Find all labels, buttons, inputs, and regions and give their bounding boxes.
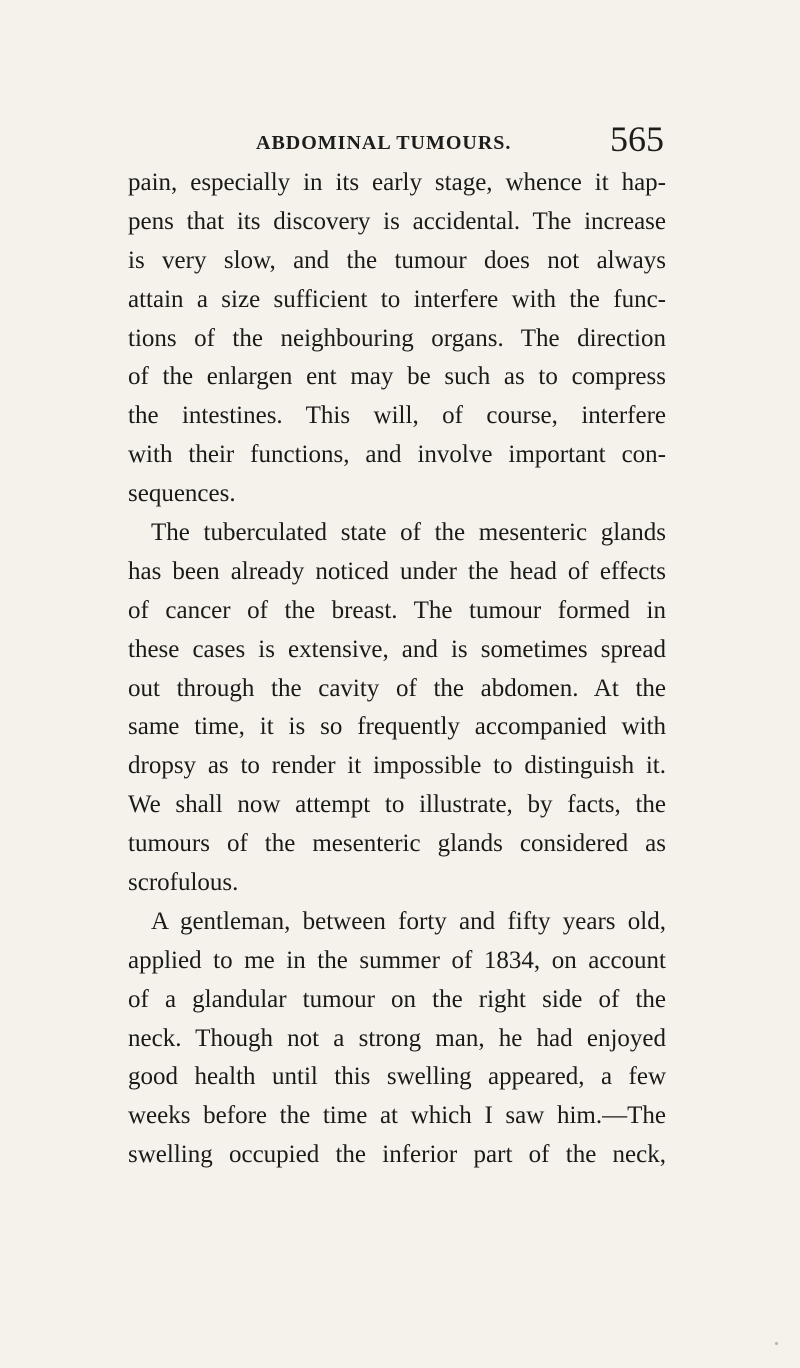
text-line: of cancer of the breast. The tumour formed in (128, 596, 666, 624)
text-line: tumours of the mesenteric glands considered as (128, 830, 666, 858)
text-line: pens that its discovery is accidental. The increase (128, 207, 666, 235)
text-line: swelling occupied the inferior part of the neck, (128, 1141, 666, 1169)
page-speck (775, 1342, 778, 1345)
text-line: attain a size sufficient to interfere with the func- (128, 285, 666, 313)
text-line: applied to me in the summer of 1834, on account (128, 946, 666, 974)
text-line: same time, it is so frequently accompanied with (128, 713, 666, 741)
running-title: ABDOMINAL TUMOURS. (256, 132, 512, 154)
text-line: with their functions, and involve important con- (128, 441, 666, 469)
text-line: the intestines. This will, of course, interfere (128, 402, 666, 430)
text-line: weeks before the time at which I saw him.—The (128, 1102, 666, 1130)
body-text (128, 164, 666, 1175)
text-line: dropsy as to render it impossible to distinguish it. (128, 752, 666, 780)
text-line: tions of the neighbouring organs. The direction (128, 324, 666, 352)
text-line: neck. Though not a strong man, he had enjoyed (128, 1024, 666, 1052)
text-line: these cases is extensive, and is sometimes spread (128, 635, 666, 663)
text-line: The tuberculated state of the mesenteric glands (151, 519, 666, 547)
text-line: has been already noticed under the head of effects (128, 557, 666, 585)
page-header (0, 118, 800, 158)
text-line: We shall now attempt to illustrate, by facts, the (128, 791, 666, 819)
page-number: 565 (610, 119, 664, 159)
text-line: of a glandular tumour on the right side of the (128, 985, 666, 1013)
text-line: pain, especially in its early stage, whence it hap- (128, 169, 666, 196)
text-line: out through the cavity of the abdomen. At the (128, 674, 666, 702)
text-line: sequences. (128, 480, 236, 508)
text-line: A gentleman, between forty and fifty years old, (151, 907, 666, 935)
text-line: is very slow, and the tumour does not always (128, 246, 666, 274)
text-line: scrofulous. (128, 869, 239, 897)
text-line: good health until this swelling appeared, a few (128, 1063, 666, 1091)
text-line: of the enlargen ent may be such as to compress (128, 363, 666, 391)
